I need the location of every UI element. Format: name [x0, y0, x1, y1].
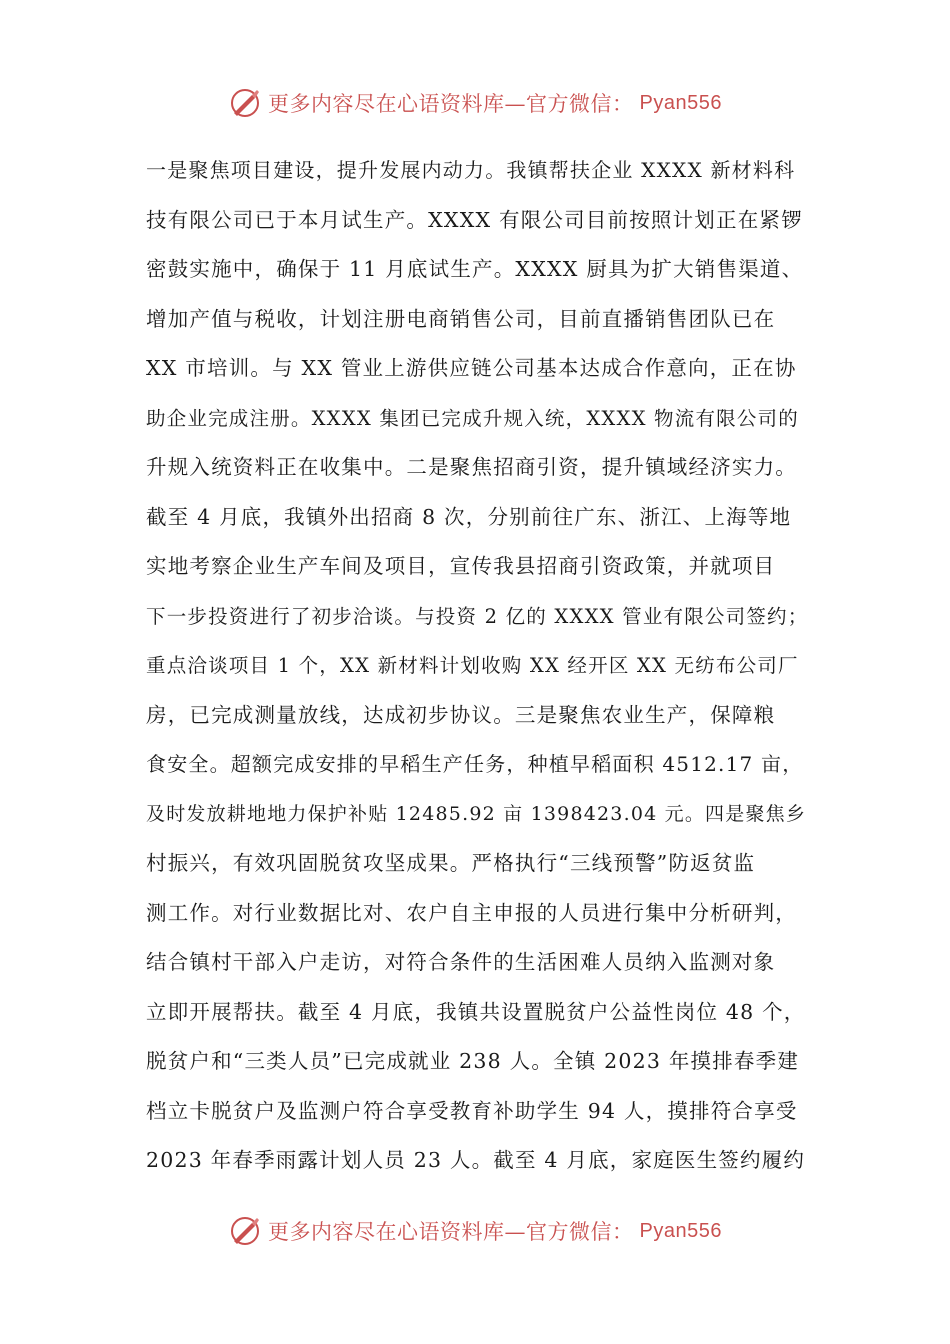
body-line: 重点洽谈项目 1 个，XX 新材料计划收购 XX 经开区 XX 无纺布公司厂 [146, 654, 799, 677]
body-line: 食安全。超额完成安排的早稻生产任务，种植早稻面积 4512.17 亩， [146, 752, 804, 776]
body-line: 立即开展帮扶。截至 4 月底，我镇共设置脱贫户公益性岗位 48 个， [146, 999, 806, 1024]
body-line: 结合镇村干部入户走访，对符合条件的生活困难人员纳入监测对象 [146, 950, 776, 974]
body-line: 技有限公司已于本月试生产。XXXX 有限公司目前按照计划正在紧锣 [146, 207, 803, 232]
body-line: 增加产值与税收，计划注册电商销售公司，目前直播销售团队已在 [146, 306, 776, 331]
body-line: 下一步投资进行了初步洽谈。与投资 2 亿的 XXXX 管业有限公司签约； [146, 604, 809, 628]
document-body [146, 146, 808, 1186]
body-line: 助企业完成注册。XXXX 集团已完成升规入统，XXXX 物流有限公司的 [146, 406, 799, 430]
watermark-text: 更多内容尽在心语资料库—官方微信： [268, 1220, 634, 1244]
body-line: 脱贫户和“三类人员”已完成就业 238 人。全镇 2023 年摸排春季建 [146, 1049, 800, 1073]
body-line: 房，已完成测量放线，达成初步协议。三是聚焦农业生产，保障粮 [146, 702, 776, 727]
body-line: 一是聚焦项目建设，提升发展内动力。我镇帮扶企业 XXXX 新材料科 [146, 158, 796, 182]
body-line: XX 市培训。与 XX 管业上游供应链公司基本达成合作意向，正在协 [146, 356, 797, 380]
watermark-wechat-id: Pyan556 [639, 1219, 722, 1242]
body-line: 村振兴，有效巩固脱贫攻坚成果。严格执行“三线预警”防返贫监 [146, 851, 756, 875]
watermark-wechat-id: Pyan556 [639, 91, 722, 114]
pen-logo-icon [228, 86, 262, 120]
body-line: 测工作。对行业数据比对、农户自主申报的人员进行集中分析研判， [146, 900, 797, 925]
body-line: 升规入统资料正在收集中。二是聚焦招商引资，提升镇域经济实力。 [146, 455, 797, 479]
body-line: 实地考察企业生产车间及项目，宣传我县招商引资政策，并就项目 [146, 554, 776, 578]
footer-watermark [0, 1214, 950, 1248]
body-line: 密鼓实施中，确保于 11 月底试生产。XXXX 厨具为扩大销售渠道、 [146, 257, 804, 281]
pen-logo-icon [228, 1214, 262, 1248]
watermark-text: 更多内容尽在心语资料库—官方微信： [268, 92, 634, 116]
header-watermark [0, 86, 950, 120]
body-line: 2023 年春季雨露计划人员 23 人。截至 4 月底，家庭医生签约履约 [146, 1148, 806, 1172]
body-line: 档立卡脱贫户及监测户符合享受教育补助学生 94 人，摸排符合享受 [146, 1098, 798, 1123]
body-line: 截至 4 月底，我镇外出招商 8 次，分别前往广东、浙江、上海等地 [146, 504, 792, 529]
body-line: 及时发放耕地地力保护补贴 12485.92 亩 1398423.04 元。四是聚焦乡 [146, 802, 807, 825]
